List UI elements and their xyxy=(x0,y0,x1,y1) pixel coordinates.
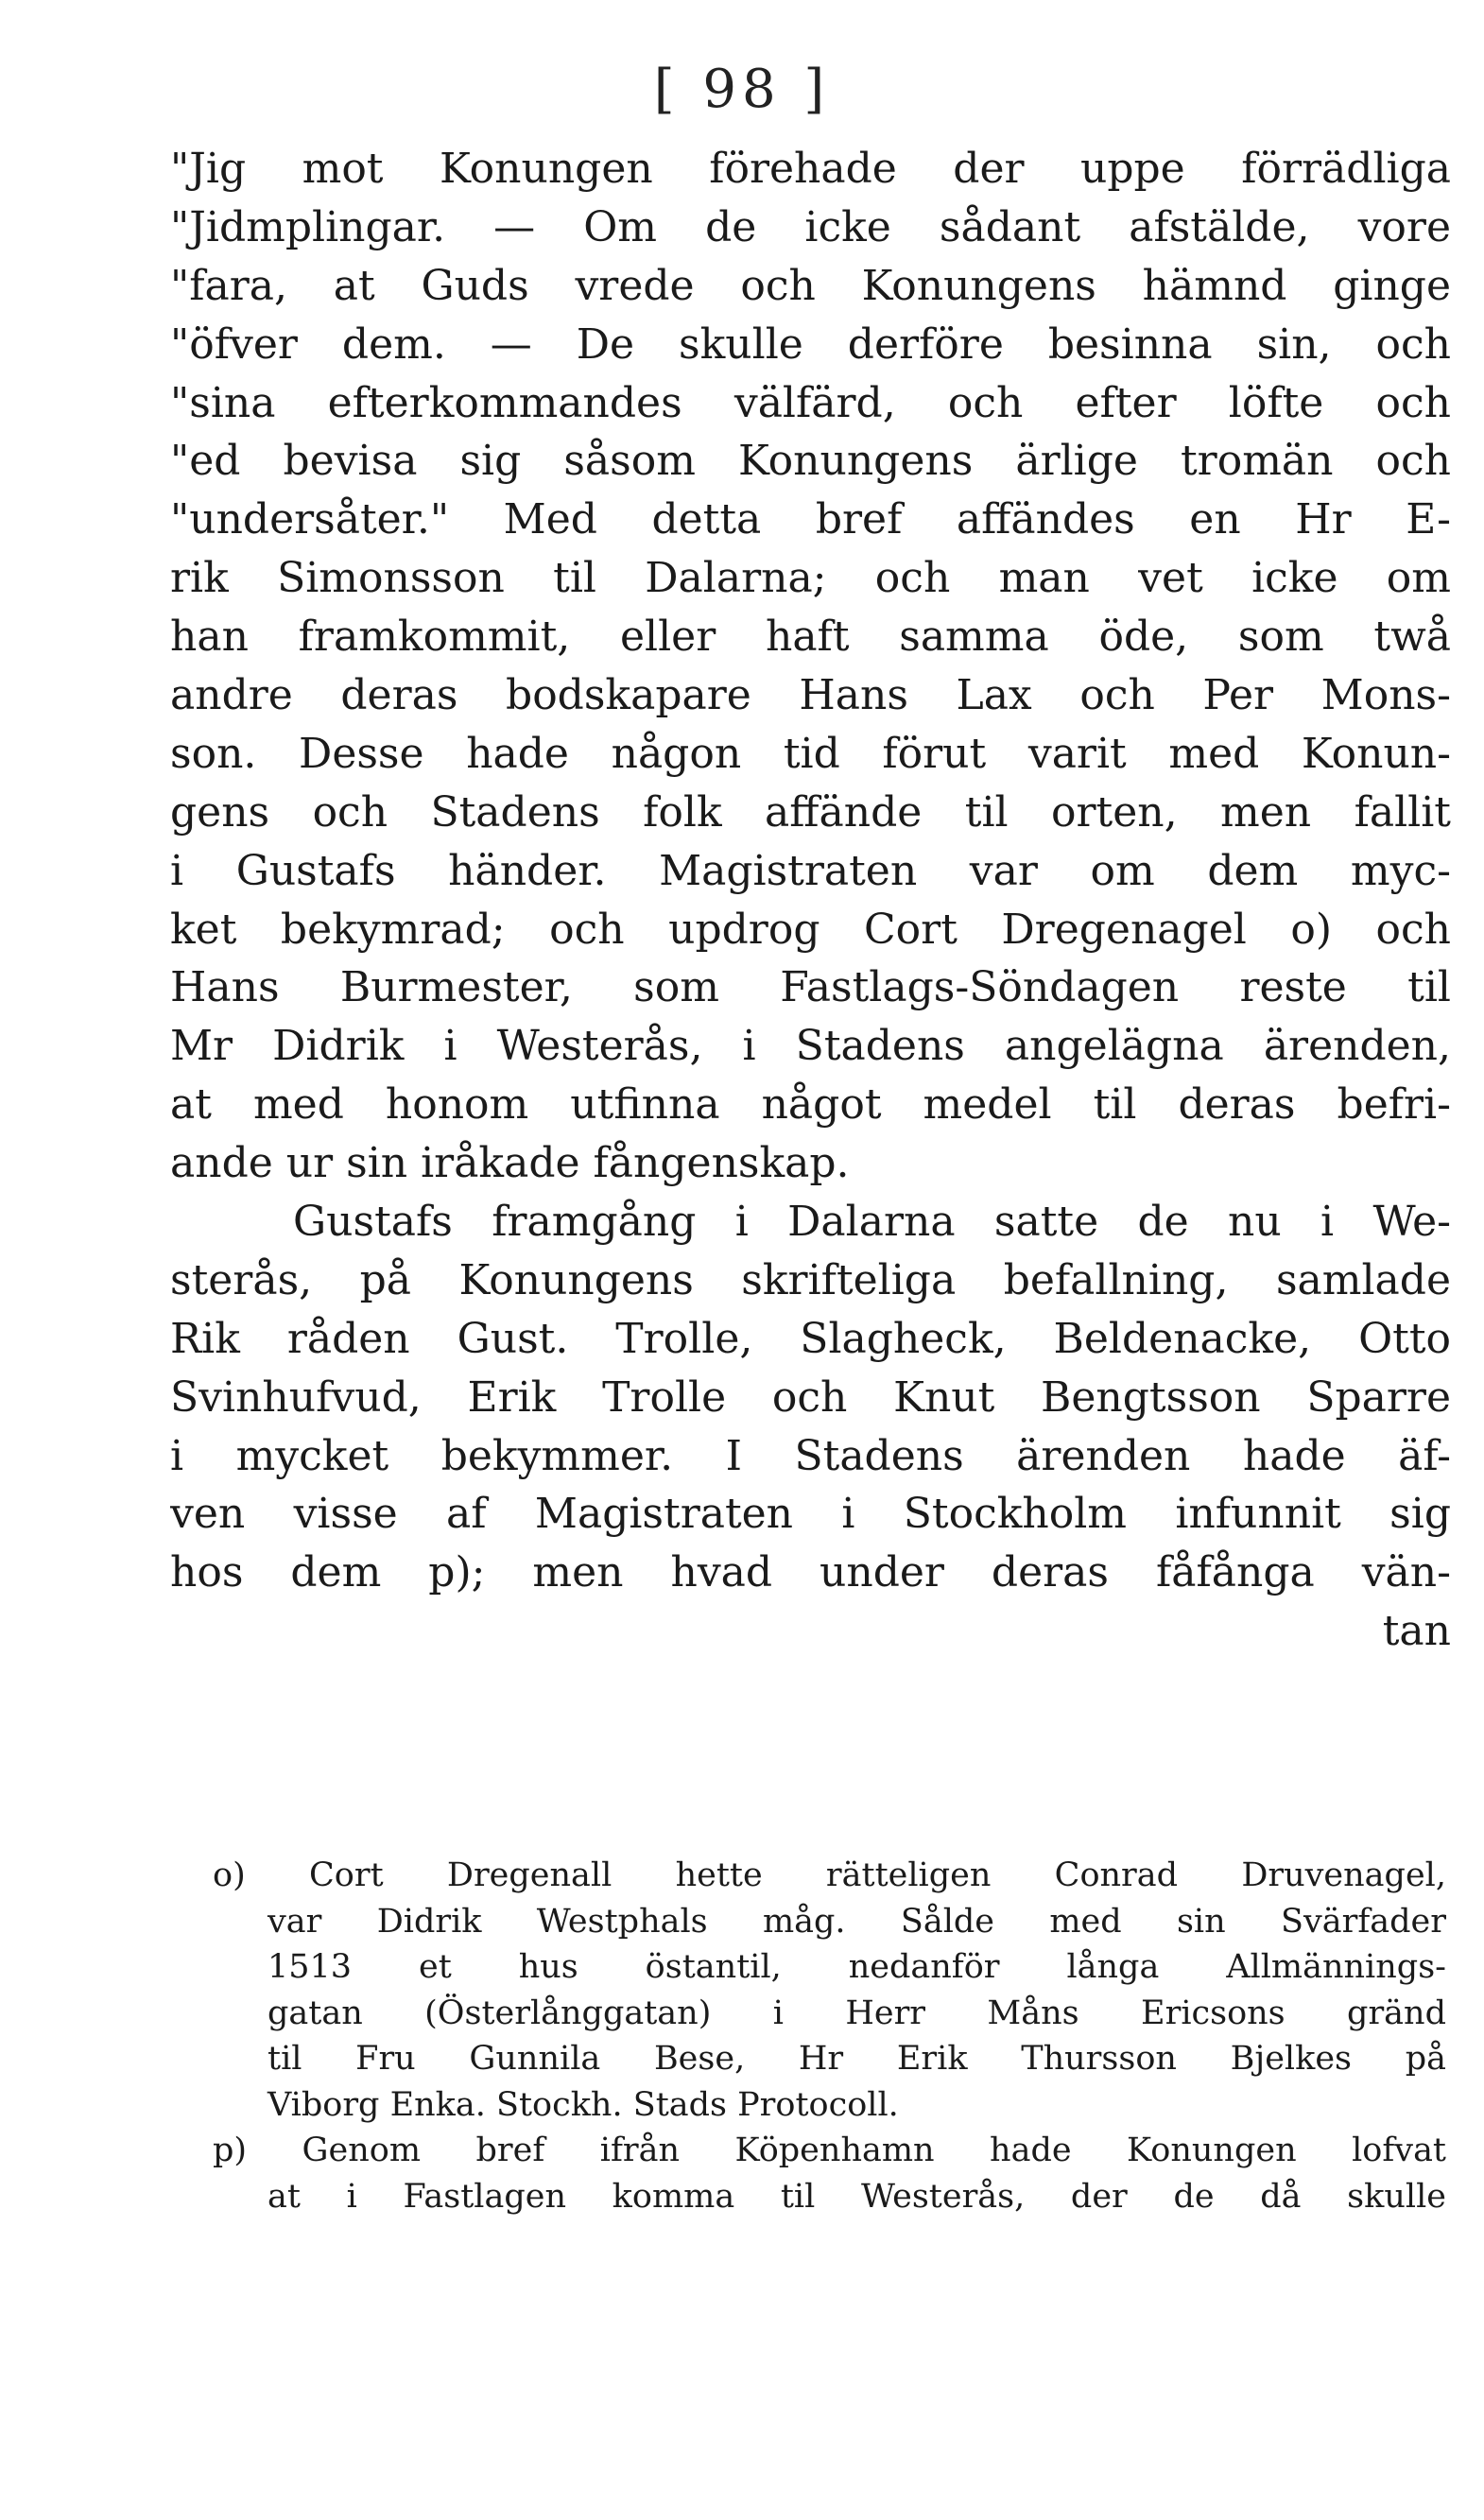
text-line: Svinhufvud, Erik Trolle och Knut Bengtsson Sparre xyxy=(170,1372,1451,1422)
text-line: ket bekymrad; och updrog Cort Dregenagel o) och xyxy=(170,905,1451,954)
text-line: sterås, på Konungens skrifteliga befallning, samlade xyxy=(170,1255,1451,1304)
catchword: tan xyxy=(1382,1607,1451,1656)
footnote-line: gatan (Österlånggatan) i Herr Måns Ericsons gränd xyxy=(267,1994,1446,2032)
page-number-header: [ 98 ] xyxy=(653,59,831,120)
footnote-line: 1513 et hus östantil, nedanför långa Allmännings- xyxy=(267,1948,1446,1986)
footnote-line: at i Fastlagen komma til Westerås, der de då skulle xyxy=(267,2177,1446,2216)
footnote-line: o) Cort Dregenall hette rätteligen Conrad Druvenagel, xyxy=(213,1856,1446,1894)
text-line: "Jig mot Konungen förehade der uppe förrädliga xyxy=(170,145,1451,193)
text-line: andre deras bodskapare Hans Lax och Per Mons- xyxy=(170,671,1451,720)
footnote-line: var Didrik Westphals måg. Sålde med sin Svärfader xyxy=(267,1902,1446,1941)
text-line: "sina efterkommandes välfärd, och efter löfte och xyxy=(170,378,1451,427)
text-line: "fara, at Guds vrede och Konungens hämnd ginge xyxy=(170,261,1451,310)
text-line: "undersåter." Med detta bref affändes en Hr E- xyxy=(170,495,1451,544)
footnote-line: Viborg Enka. Stockh. Stads Protocoll. xyxy=(267,2085,899,2124)
text-line: i Gustafs händer. Magistraten var om dem myc- xyxy=(170,846,1451,895)
text-line: "ed bevisa sig såsom Konungens ärlige tromän och xyxy=(170,437,1451,486)
text-line: "öfver dem. — De skulle derföre besinna sin, och xyxy=(170,319,1451,369)
text-line: Rik råden Gust. Trolle, Slagheck, Beldenacke, Otto xyxy=(170,1314,1451,1363)
footnote-line: p) Genom bref ifrån Köpenhamn hade Konungen lofvat xyxy=(213,2132,1446,2169)
text-line: Hans Burmester, som Fastlags-Söndagen reste til xyxy=(170,963,1451,1012)
footnote-line: til Fru Gunnila Bese, Hr Erik Thursson Bjelkes på xyxy=(267,2040,1446,2078)
text-line: hos dem p); men hvad under deras fåfånga vän- xyxy=(170,1548,1451,1597)
text-line: han framkommit, eller haft samma öde, som twå xyxy=(170,613,1451,662)
text-line: Mr Didrik i Westerås, i Stadens angelägna ärenden, xyxy=(170,1022,1451,1071)
text-line: at med honom utfinna något medel til deras befri- xyxy=(170,1080,1451,1130)
main-text xyxy=(170,140,1451,1661)
footnotes xyxy=(213,1853,1446,2219)
text-line: gens och Stadens folk affände til orten, men fallit xyxy=(170,787,1451,837)
text-line: Gustafs framgång i Dalarna satte de nu i We- xyxy=(293,1198,1451,1247)
text-line: son. Desse hade någon tid förut varit med Konun- xyxy=(170,729,1451,778)
text-line: ande ur sin iråkade fångenskap. xyxy=(170,1139,850,1188)
text-line: ven visse af Magistraten i Stockholm infunnit sig xyxy=(170,1490,1451,1539)
text-line: i mycket bekymmer. I Stadens ärenden hade äf- xyxy=(170,1431,1451,1480)
text-line: rik Simonsson til Dalarna; och man vet icke om xyxy=(170,554,1451,603)
text-line: "Jidmplingar. — Om de icke sådant afstälde, vore xyxy=(170,202,1451,251)
